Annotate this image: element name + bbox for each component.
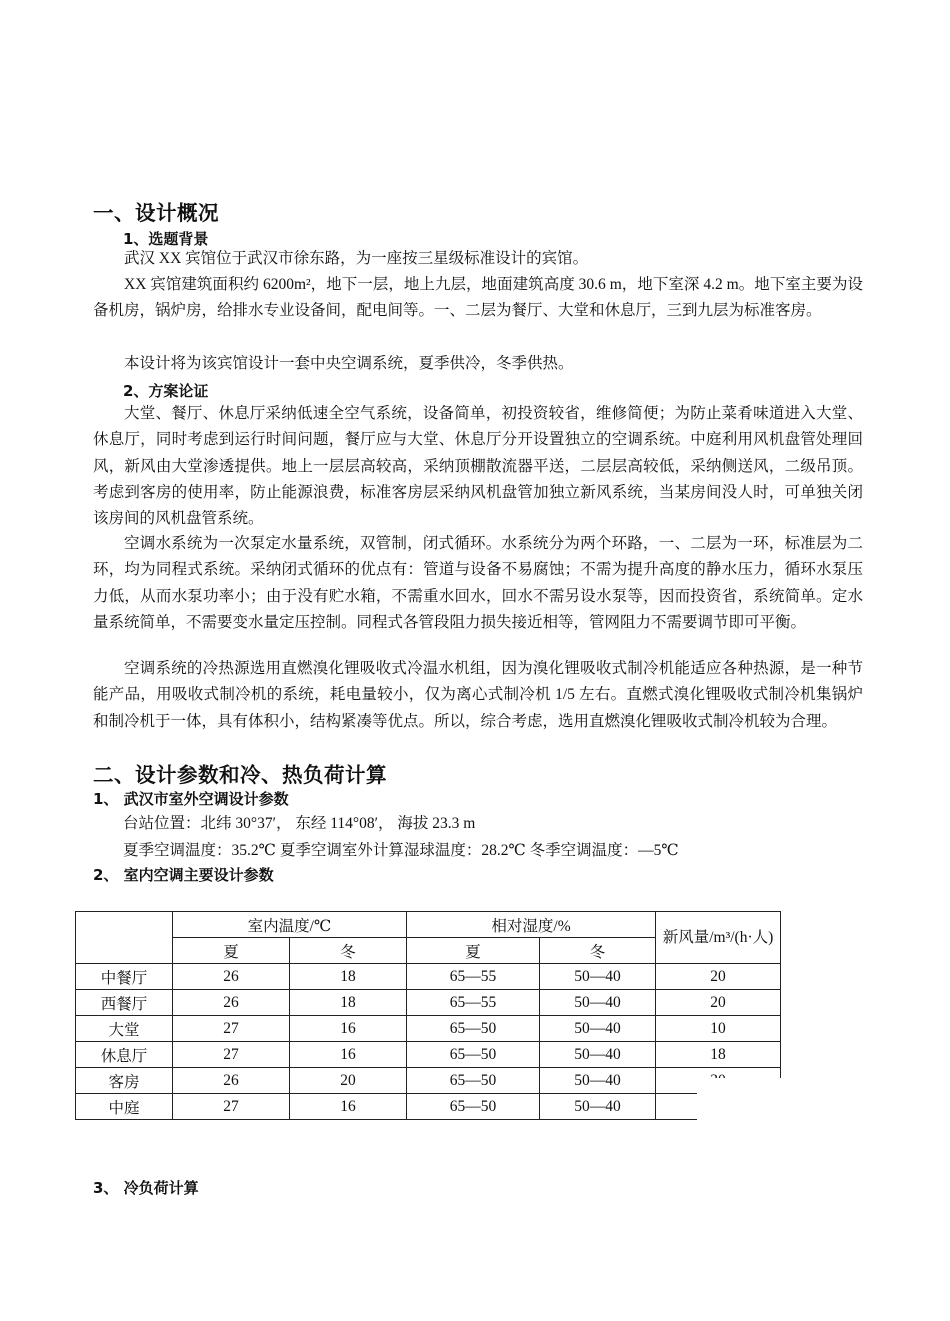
subheading-scheme: 2、方案论证 (123, 382, 209, 400)
temp-winter: 16 (290, 1042, 407, 1068)
temp-winter: 20 (290, 1068, 407, 1094)
table-header-blank (76, 912, 173, 964)
temp-summer: 26 (173, 964, 290, 990)
room-name: 休息厅 (76, 1042, 173, 1068)
header-hum-summer: 夏 (407, 938, 540, 964)
subheading-topic-background: 1、选题背景 (123, 230, 209, 248)
header-relative-humidity: 相对湿度/% (407, 912, 656, 938)
room-name: 西餐厅 (76, 990, 173, 1016)
room-name: 中庭 (76, 1094, 173, 1120)
table-header-row (76, 912, 781, 938)
paragraph-design-goal: 本设计将为该宾馆设计一套中央空调系统，夏季供冷，冬季供热。 (124, 355, 574, 372)
temp-summer: 27 (173, 1094, 290, 1120)
paragraph-water-system: 空调水系统为一次泵定水量系统，双管制，闭式循环。水系统分为两个环路，一、二层为一环，标准层为二环，均为同程式系统。采纳闭式循环的优点有：管道与设备不易腐蚀；不需为提升高度的静水压力，循环水泵压力低，从而水泵功率小；由于没有贮水箱，不需重水回水，回水不需另设水泵等，因而投资省，系统简单。定水量系统简单，不需要变水量定压控制。同程式各管段阻力损失接近相等，管网阻力不需要调节即可平衡。 (93, 535, 863, 631)
hum-winter: 50—40 (540, 1094, 656, 1120)
hum-winter: 50—40 (540, 964, 656, 990)
subheading-indoor-params: 2、 室内空调主要设计参数 (93, 866, 274, 884)
table-row (76, 990, 781, 1016)
scan-artifact-mask (697, 1078, 787, 1128)
hum-winter: 50—40 (540, 990, 656, 1016)
temp-summer: 26 (173, 990, 290, 1016)
subheading-cooling-load: 3、 冷负荷计算 (93, 1179, 199, 1197)
header-indoor-temp: 室内温度/℃ (173, 912, 407, 938)
paragraph-air-system: 大堂、餐厅、休息厅采纳低速全空气系统，设备简单，初投资较省，维修简便；为防止菜肴味道进入大堂、休息厅，同时考虑到运行时间问题，餐厅应与大堂、休息厅分开设置独立的空调系统。中庭利用风机盘管处理回风，新风由大堂渗透提供。地上一层层高较高，采纳顶棚散流器平送，二层层高较低，采纳侧送风，二级吊顶。考虑到客房的使用率，防止能源浪费，标准客房层采纳风机盘管加独立新风系统，当某房间没人时，可单独关闭该房间的风机盘管系统。 (93, 405, 863, 528)
fresh-air: 18 (656, 1042, 781, 1068)
header-hum-winter: 冬 (540, 938, 656, 964)
fresh-air: 20 (656, 964, 781, 990)
table-row (76, 1094, 781, 1120)
header-fresh-air: 新风量/m³/(h·人) (656, 912, 781, 964)
paragraph-location: 武汉 XX 宾馆位于武汉市徐东路，为一座按三星级标准设计的宾馆。 (124, 250, 589, 267)
hum-summer: 65—50 (407, 1016, 540, 1042)
room-name: 大堂 (76, 1016, 173, 1042)
hum-winter: 50—40 (540, 1068, 656, 1094)
header-temp-summer: 夏 (173, 938, 290, 964)
temp-summer: 27 (173, 1042, 290, 1068)
table-row (76, 1016, 781, 1042)
temp-winter: 18 (290, 990, 407, 1016)
temp-summer: 26 (173, 1068, 290, 1094)
temp-winter: 16 (290, 1016, 407, 1042)
temp-summer: 27 (173, 1016, 290, 1042)
scan-artifact-mask-right (781, 1060, 801, 1130)
hum-winter: 50—40 (540, 1042, 656, 1068)
indoor-params-table (75, 911, 781, 1120)
station-location-line: 台站位置：北纬 30°37′， 东经 114°08′， 海拔 23.3 m (123, 815, 476, 832)
hum-summer: 65—50 (407, 1042, 540, 1068)
table-row (76, 1068, 781, 1094)
room-name: 中餐厅 (76, 964, 173, 990)
table-row (76, 1042, 781, 1068)
fresh-air: 20 (656, 990, 781, 1016)
room-name: 客房 (76, 1068, 173, 1094)
hum-summer: 65—55 (407, 990, 540, 1016)
temp-winter: 18 (290, 964, 407, 990)
hum-summer: 65—50 (407, 1094, 540, 1120)
temperature-line: 夏季空调温度：35.2℃ 夏季空调室外计算湿球温度：28.2℃ 冬季空调温度：—5℃ (123, 842, 679, 859)
paragraph-heat-source: 空调系统的冷热源选用直燃溴化锂吸收式冷温水机组，因为溴化锂吸收式制冷机能适应各种热源，是一种节能产品，用吸收式制冷机的系统，耗电量较小，仅为离心式制冷机 1/5 左右。直燃式溴化锂吸收式制冷机集锅炉和制冷机于一体，具有体积小，结构紧凑等优点。所以，综合考虑，选用直燃溴化锂吸收式制冷机较为合理。 (93, 660, 863, 730)
hum-summer: 65—55 (407, 964, 540, 990)
header-temp-winter: 冬 (290, 938, 407, 964)
fresh-air: 10 (656, 1016, 781, 1042)
subheading-outdoor-params: 1、 武汉市室外空调设计参数 (93, 790, 289, 808)
hum-summer: 65—50 (407, 1068, 540, 1094)
section-2-title: 二、设计参数和冷、热负荷计算 (93, 763, 387, 787)
section-1-title: 一、设计概况 (93, 201, 219, 225)
temp-winter: 16 (290, 1094, 407, 1120)
paragraph-building: XX 宾馆建筑面积约 6200m²，地下一层，地上九层，地面建筑高度 30.6 m，地下室深 4.2 m。地下室主要为设备机房，锅炉房，给排水专业设备间，配电间等。一、二层为餐厅、大堂和休息厅，三到九层为标准客房。 (93, 276, 863, 320)
table-row (76, 964, 781, 990)
hum-winter: 50—40 (540, 1016, 656, 1042)
